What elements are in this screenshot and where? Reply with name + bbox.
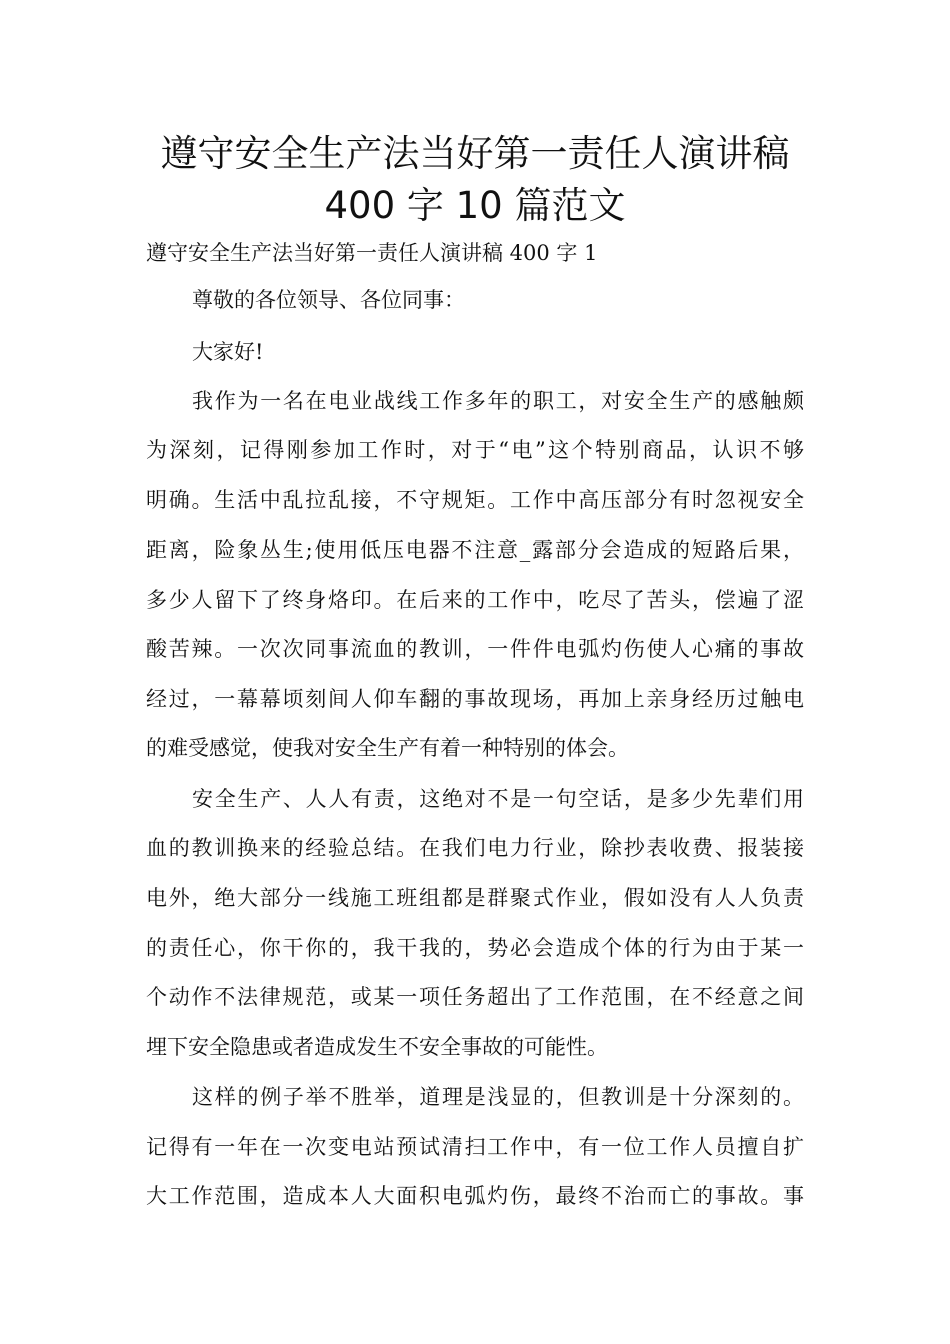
paragraph-line: 这样的例子举不胜举，道理是浅显的，但教训是十分深刻的。 xyxy=(192,1085,804,1109)
paragraph-line: 安全生产、人人有责，这绝对不是一句空话，是多少先辈们用 xyxy=(192,787,804,811)
paragraph-line: 为深刻，记得刚参加工作时，对于“电”这个特别商品，认识不够 xyxy=(146,438,804,462)
salutation-line: 尊敬的各位领导、各位同事： xyxy=(192,288,465,312)
paragraph-line: 距离，险象丛生;使用低压电器不注意_露部分会造成的短路后果， xyxy=(146,538,804,562)
paragraph-line: 多少人留下了终身烙印。在后来的工作中，吃尽了苦头，偿遍了涩 xyxy=(146,588,804,612)
paragraph-line: 酸苦辣。一次次同事流血的教训，一件件电弧灼伤使人心痛的事故 xyxy=(146,637,804,661)
paragraph-line: 的难受感觉，使我对安全生产有着一种特别的体会。 xyxy=(146,736,629,760)
paragraph-line: 血的教训换来的经验总结。在我们电力行业，除抄表收费、报装接 xyxy=(146,836,804,860)
paragraph-line: 记得有一年在一次变电站预试清扫工作中，有一位工作人员擅自扩 xyxy=(146,1135,804,1159)
section-heading: 遵守安全生产法当好第一责任人演讲稿 400 字 1 xyxy=(146,241,598,265)
paragraph-line: 个动作不法律规范，或某一项任务超出了工作范围，在不经意之间 xyxy=(146,985,804,1009)
paragraph-line: 明确。生活中乱拉乱接，不守规矩。工作中高压部分有时忽视安全 xyxy=(146,488,804,512)
document-title-line-1: 遵守安全生产法当好第一责任人演讲稿 xyxy=(160,132,790,175)
paragraph-line: 电外，绝大部分一线施工班组都是群聚式作业，假如没有人人负责 xyxy=(146,886,804,910)
paragraph-line: 大工作范围，造成本人大面积电弧灼伤，最终不治而亡的事故。事 xyxy=(146,1184,804,1208)
paragraph-line: 我作为一名在电业战线工作多年的职工，对安全生产的感触颇 xyxy=(192,389,804,413)
paragraph-line: 的责任心，你干你的，我干我的，势必会造成个体的行为由于某一 xyxy=(146,936,804,960)
paragraph-line: 埋下安全隐患或者造成发生不安全事故的可能性。 xyxy=(146,1035,608,1059)
document-title-line-2: 400 字 10 篇范文 xyxy=(324,184,626,227)
paragraph-line: 经过，一幕幕顷刻间人仰车翻的事故现场，再加上亲身经历过触电 xyxy=(146,687,804,711)
greeting-line: 大家好! xyxy=(192,340,264,364)
